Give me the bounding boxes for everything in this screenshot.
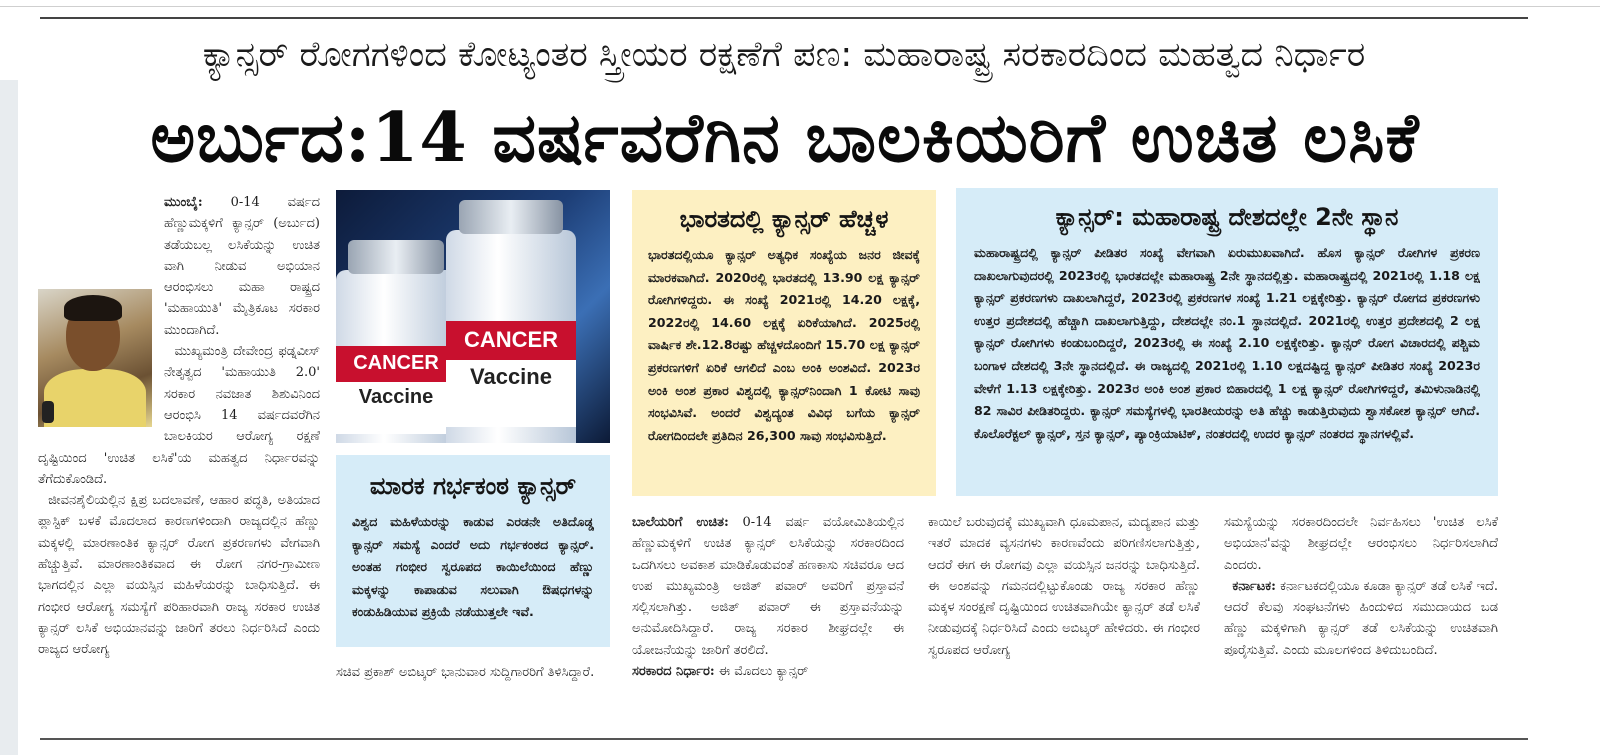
- top-rule: [0, 6, 1600, 7]
- maharashtra-cancer-text: ಮಹಾರಾಷ್ಟ್ರದಲ್ಲಿ ಕ್ಯಾನ್ಸರ್ ಪೀಡಿತರ ಸಂಖ್ಯೆ ವೇಗವಾಗಿ ಏರುಮುಖವಾಗಿದೆ. ಹೊಸ ಕ್ಯಾನ್ಸರ್ ರೋಗಿಗಳ ಪ್ರಕರಣ ದಾಖಲಾಗುವುದರಲ್ಲಿ 2023ರಲ್ಲಿ ಭಾರತದಲ್ಲೇ ಮಹಾರಾಷ್ಟ್ರ 2ನೇ ಸ್ಥಾನದಲ್ಲಿತ್ತು. ಮಹಾರಾಷ್ಟ್ರದಲ್ಲಿ 2021ರಲ್ಲಿ 1.18 ಲಕ್ಷ ಕ್ಯಾನ್ಸರ್ ಪ್ರಕರಣಗಳು ದಾಖಲಾಗಿದ್ದರೆ, 2023ರಲ್ಲಿ ಪ್ರಕರಣಗಳ ಸಂಖ್ಯೆ 1.21 ಲಕ್ಷಕ್ಕೇರಿತ್ತು. ಕ್ಯಾನ್ಸರ್ ರೋಗದ ಪ್ರಕರಣಗಳು ಉತ್ತರ ಪ್ರದೇಶದಲ್ಲಿ ಹೆಚ್ಚಾಗಿ ದಾಖಲಾಗುತ್ತಿದ್ದು, ದೇಶದಲ್ಲೇ ನಂ.1 ಸ್ಥಾನದಲ್ಲಿದೆ. 2021ರಲ್ಲಿ ಉತ್ತರ ಪ್ರದೇಶದಲ್ಲಿ 2 ಲಕ್ಷ ಕ್ಯಾನ್ಸರ್ ರೋಗಿಗಳು ಕಂಡುಬಂದಿದ್ದರೆ, 2023ರಲ್ಲಿ ಈ ಸಂಖ್ಯೆ 2.10 ಲಕ್ಷಕ್ಕೇರಿತ್ತು. ಕ್ಯಾನ್ಸರ್ ರೋಗ ವಿಚಾರದಲ್ಲಿ ಪಶ್ಚಿಮ ಬಂಗಾಳ ದೇಶದಲ್ಲಿ 3ನೇ ಸ್ಥಾನದಲ್ಲಿದೆ. ಈ ರಾಜ್ಯದಲ್ಲಿ 2021ರಲ್ಲಿ 1.10 ಲಕ್ಷದಷ್ಟಿದ್ದ ಕ್ಯಾನ್ಸರ್ ಪೀಡಿತರ ಸಂಖ್ಯೆ 2023ರ ವೇಳೆಗೆ 1.13 ಲಕ್ಷಕ್ಕೇರಿತ್ತು. 2023ರ ಅಂಕಿ ಅಂಶ ಪ್ರಕಾರ ಬಿಹಾರದಲ್ಲಿ 1 ಲಕ್ಷ ಕ್ಯಾನ್ಸರ್ ರೋಗಿಗಳಿದ್ದರೆ, ತಮಿಳುನಾಡಿನಲ್ಲಿ 82 ಸಾವಿರ ಪೀಡಿತರಿದ್ದರು. ಕ್ಯಾನ್ಸರ್ ಸಮಸ್ಯೆಗಳಲ್ಲಿ ಭಾರತೀಯರನ್ನು ಅತಿ ಹೆಚ್ಚು ಕಾಡುತ್ತಿರುವುದು ಶ್ವಾಸಕೋಶ ಕ್ಯಾನ್ಸರ್ ಆಗಿದೆ. ಕೊಲೊರೆಕ್ಟಲ್ ಕ್ಯಾನ್ಸರ್, ಸ್ತನ ಕ್ಯಾನ್ಸರ್, ಪ್ಯಾಂಕ್ರಿಯಾಟಿಕ್, ನಂತರದಲ್ಲಿ ಉದರ ಕ್ಯಾನ್ಸರ್ ನಂತರದ ಸ್ಥಾನಗಳಲ್ಲಿವೆ.: [974, 245, 1480, 441]
- article-column-3-text: 0-14 ವರ್ಷ ವಯೋಮಿತಿಯಲ್ಲಿನ ಹೆಣ್ಣುಮಕ್ಕಳಿಗೆ ಉಚಿತ ಕ್ಯಾನ್ಸರ್ ಲಸಿಕೆಯನ್ನು ಸರಕಾರದಿಂದ ಒದಗಿಸಲು ಅವಕಾಶ ಮಾಡಿಕೊಡುವಂತೆ ಹಣಕಾಸು ಸಚಿವರೂ ಆದ ಉಪ ಮುಖ್ಯಮಂತ್ರಿ ಅಜಿತ್ ಪವಾರ್ ಅವರಿಗೆ ಪ್ರಸ್ತಾವನೆ ಸಲ್ಲಿಸಲಾಗಿತ್ತು. ಅಜಿತ್ ಪವಾರ್ ಈ ಪ್ರಸ್ತಾವನೆಯನ್ನು ಅನುಮೋದಿಸಿದ್ದಾರೆ. ರಾಜ್ಯ ಸರಕಾರ ಶೀಘ್ರದಲ್ಲೇ ಈ ಯೋಜನೆಯನ್ನು ಜಾರಿಗೆ ತರಲಿದೆ.: [632, 515, 904, 658]
- cancer-vaccine-image: [336, 190, 610, 443]
- subheading-karnataka: ಕರ್ನಾಟಕ:: [1232, 578, 1276, 594]
- article-column-5-text-2: ಕರ್ನಾಟಕದಲ್ಲಿಯೂ ಕೂಡಾ ಕ್ಯಾನ್ಸರ್ ತಡೆ ಲಸಿಕೆ ಇದೆ. ಆದರೆ ಕೆಲವು ಸಂಘಟನೆಗಳು ಹಿಂದುಳಿದ ಸಮುದಾಯದ ಬಡ ಹೆಣ್ಣು ಮಕ್ಕಳಿಗಾಗಿ ಕ್ಯಾನ್ಸರ್ ತಡೆ ಲಸಿಕೆಯನ್ನು ಉಚಿತವಾಗಿ ಪೂರೈಸುತ್ತಿವೆ. ಎಂದು ಮೂಲಗಳಿಂದ ತಿಳಿದುಬಂದಿದೆ.: [1224, 578, 1498, 658]
- politician-photo: [38, 289, 152, 427]
- maharashtra-cancer-title: ಕ್ಯಾನ್ಸರ್: ಮಹಾರಾಷ್ಟ್ರ ದೇಶದಲ್ಲೇ 2ನೇ ಸ್ಥಾನ: [1055, 203, 1399, 231]
- main-headline: ಅರ್ಬುದ:14 ವರ್ಷವರೆಗಿನ ಬಾಲಕಿಯರಿಗೆ ಉಚಿತ ಲಸಿಕೆ: [150, 98, 1420, 178]
- article-column-2-tail: ಸಚಿವ ಪ್ರಕಾಶ್ ಅಬಿಟ್ಕರ್ ಭಾನುವಾರ ಸುದ್ದಿಗಾರರಿಗೆ ತಿಳಿಸಿದ್ದಾರೆ.: [336, 665, 595, 680]
- header-rule: [40, 17, 1528, 19]
- maharashtra-cancer-box: [956, 188, 1498, 496]
- vaccine-vial-front: CANCER Vaccine: [446, 230, 576, 443]
- page-gutter: [0, 80, 18, 755]
- footer-rule: [40, 738, 1528, 740]
- dateline: ಮುಂಬೈ:: [164, 195, 203, 210]
- article-column-4: ಕಾಯಿಲೆ ಬರುವುದಕ್ಕೆ ಮುಖ್ಯವಾಗಿ ಧೂಮಪಾನ, ಮದ್ಯಪಾನ ಮತ್ತು ಇತರೆ ಮಾದಕ ವ್ಯಸನಗಳು ಕಾರಣವೆಂದು ಪರಿಗಣಿಸಲಾಗುತ್ತಿತ್ತು, ಆದರೆ ಈಗ ಈ ರೋಗವು ಎಲ್ಲಾ ವಯಸ್ಸಿನ ಜನರನ್ನು ಬಾಧಿಸುತ್ತಿದೆ. ಈ ಅಂಶವನ್ನು ಗಮನದಲ್ಲಿಟ್ಟುಕೊಂಡು ರಾಜ್ಯ ಸರಕಾರ ಹೆಣ್ಣು ಮಕ್ಕಳ ಸಂರಕ್ಷಣೆ ದೃಷ್ಟಿಯಿಂದ ಉಚಿತವಾಗಿಯೇ ಕ್ಯಾನ್ಸರ್ ತಡೆ ಲಸಿಕೆ ನೀಡುವುದಕ್ಕೆ ನಿರ್ಧರಿಸಿದೆ ಎಂದು ಅಬಿಟ್ಕರ್ ಹೇಳಿದರು. ಈ ಗಂಭೀರ ಸ್ವರೂಪದ ಆರೋಗ್ಯ: [928, 515, 1200, 658]
- cervical-cancer-box: [336, 455, 610, 647]
- article-column-5: [1224, 512, 1498, 712]
- india-cancer-rise-box: [632, 190, 936, 496]
- vaccine-vial-back: CANCER Vaccine: [336, 270, 456, 443]
- article-column-3: [632, 512, 904, 712]
- subheading-government-decision: ಸರಕಾರದ ನಿರ್ಧಾರ:: [632, 664, 715, 680]
- article-column-5-text: ಸಮಸ್ಯೆಯನ್ನು ಸರಕಾರದಿಂದಲೇ ನಿರ್ವಹಿಸಲು 'ಉಚಿತ ಲಸಿಕೆ ಅಭಿಯಾನ'ವನ್ನು ಶೀಘ್ರದಲ್ಲೇ ಆರಂಭಿಸಲು ನಿರ್ಧರಿಸಲಾಗಿದೆ ಎಂದರು.: [1224, 515, 1498, 573]
- cervical-cancer-text: ವಿಶ್ವದ ಮಹಿಳೆಯರನ್ನು ಕಾಡುವ ಎರಡನೇ ಅತಿದೊಡ್ಡ ಕ್ಯಾನ್ಸರ್ ಸಮಸ್ಯೆ ಎಂದರೆ ಅದು ಗರ್ಭಕಂಠದ ಕ್ಯಾನ್ಸರ್. ಅಂತಹ ಗಂಭೀರ ಸ್ವರೂಪದ ಕಾಯಿಲೆಯಿಂದ ಹೆಣ್ಣು ಮಕ್ಕಳನ್ನು ಕಾಪಾಡುವ ಸಲುವಾಗಿ ಔಷಧಗಳನ್ನು ಕಂಡುಹಿಡಿಯುವ ಪ್ರಕ್ರಿಯೆ ನಡೆಯುತ್ತಲೇ ಇವೆ.: [352, 514, 594, 620]
- microphone-icon: [42, 401, 54, 423]
- article-column-3-text-2: ಈ ಮೊದಲು ಕ್ಯಾನ್ಸರ್: [718, 664, 809, 680]
- article-lead: 0-14 ವರ್ಷದ ಹೆಣ್ಣುಮಕ್ಕಳಿಗೆ ಕ್ಯಾನ್ಸರ್ (ಅರ್ಬುದ) ತಡೆಯಬಲ್ಲ ಲಸಿಕೆಯನ್ನು ಉಚಿತ ವಾಗಿ ನೀಡುವ ಅಭಿಯಾನ ಆರಂಭಿಸಲು ಮಹಾ ರಾಷ್ಟ್ರದ 'ಮಹಾಯುತಿ' ಮೈತ್ರಿಕೂಟ ಸರಕಾರ ಮುಂದಾಗಿದೆ.: [164, 195, 320, 338]
- article-paragraph-3: ಜೀವನಶೈಲಿಯಲ್ಲಿನ ಕ್ಷಿಪ್ರ ಬದಲಾವಣೆ, ಆಹಾರ ಪದ್ಧತಿ, ಅತಿಯಾದ ಪ್ಲಾಸ್ಟಿಕ್ ಬಳಕೆ ಮೊದಲಾದ ಕಾರಣಗಳಿಂದಾಗಿ ರಾಜ್ಯದಲ್ಲಿನ ಹೆಣ್ಣು ಮಕ್ಕಳಲ್ಲಿ ಮಾರಣಾಂತಿಕ ಕ್ಯಾನ್ಸರ್ ರೋಗ ಪ್ರಕರಣಗಳು ವೇಗವಾಗಿ ಹೆಚ್ಚುತ್ತಿವೆ. ಮಾರಣಾಂತಿಕವಾದ ಈ ರೋಗ ನಗರ-ಗ್ರಾಮೀಣ ಭಾಗದಲ್ಲಿನ ಎಲ್ಲಾ ವಯಸ್ಸಿನ ಮಹಿಳೆಯರನ್ನು ಬಾಧಿಸುತ್ತಿದೆ. ಈ ಗಂಭೀರ ಆರೋಗ್ಯ ಸಮಸ್ಯೆಗೆ ಪರಿಹಾರವಾಗಿ ರಾಜ್ಯ ಸರಕಾರ ಉಚಿತ ಕ್ಯಾನ್ಸರ್ ಲಸಿಕೆ ಅಭಿಯಾನವನ್ನು ಜಾರಿಗೆ ತರಲು ನಿರ್ಧರಿಸಿದೆ ಎಂದು ರಾಜ್ಯದ ಆರೋಗ್ಯ: [38, 493, 320, 658]
- article-column-1: [38, 192, 320, 712]
- subheading-free-for-girls: ಬಾಲೆಯರಿಗೆ ಉಚಿತ:: [632, 515, 729, 530]
- india-cancer-rise-title: ಭಾರತದಲ್ಲಿ ಕ್ಯಾನ್ಸರ್ ಹೆಚ್ಚಳ: [679, 205, 889, 233]
- kicker-headline: ಕ್ಯಾನ್ಸರ್ ರೋಗಗಳಿಂದ ಕೋಟ್ಯಂತರ ಸ್ತ್ರೀಯರ ರಕ್ಷಣೆಗೆ ಪಣ: ಮಹಾರಾಷ್ಟ್ರ ಸರಕಾರದಿಂದ ಮಹತ್ವದ ನಿರ್ಧಾರ: [202, 35, 1366, 75]
- cervical-cancer-title: ಮಾರಕ ಗರ್ಭಕಂಠ ಕ್ಯಾನ್ಸರ್: [369, 472, 577, 500]
- india-cancer-rise-text: ಭಾರತದಲ್ಲಿಯೂ ಕ್ಯಾನ್ಸರ್ ಅತ್ಯಧಿಕ ಸಂಖ್ಯೆಯ ಜನರ ಜೀವಕ್ಕೆ ಮಾರಕವಾಗಿದೆ. 2020ರಲ್ಲಿ ಭಾರತದಲ್ಲಿ 13.90 ಲಕ್ಷ ಕ್ಯಾನ್ಸರ್ ರೋಗಿಗಳಿದ್ದರು. ಈ ಸಂಖ್ಯೆ 2021ರಲ್ಲಿ 14.20 ಲಕ್ಷಕ್ಕೆ, 2022ರಲ್ಲಿ 14.60 ಲಕ್ಷಕ್ಕೆ ಏರಿಕೆಯಾಗಿದೆ. 2025ರಲ್ಲಿ ವಾರ್ಷಿಕ ಶೇ.12.8ರಷ್ಟು ಹೆಚ್ಚಳದೊಂದಿಗೆ 15.70 ಲಕ್ಷ ಕ್ಯಾನ್ಸರ್ ಪ್ರಕರಣಗಳಿಗೆ ಏರಿಕೆ ಆಗಲಿದೆ ಎಂಬ ಅಂಕಿ ಅಂಶವಿದೆ. 2023ರ ಅಂಕಿ ಅಂಶ ಪ್ರಕಾರ ವಿಶ್ವದಲ್ಲಿ ಕ್ಯಾನ್ಸರ್‌ನಿಂದಾಗಿ 1 ಕೋಟಿ ಸಾವು ಸಂಭವಿಸಿವೆ. ಅಂದರೆ ವಿಶ್ವದ್ಯಂತ ವಿವಿಧ ಬಗೆಯ ಕ್ಯಾನ್ಸರ್ ರೋಗದಿಂದಲೇ ಪ್ರತಿದಿನ 26,300 ಸಾವು ಸಂಭವಿಸುತ್ತಿದೆ.: [648, 247, 920, 443]
- article-paragraph-2: ಮುಖ್ಯಮಂತ್ರಿ ದೇವೇಂದ್ರ ಫಡ್ನವೀಸ್ ನೇತೃತ್ವದ 'ಮಹಾಯುತಿ 2.0' ಸರಕಾರ ನವಜಾತ ಶಿಶುವಿನಿಂದ ಆರಂಭಿಸಿ 14 ವರ್ಷದವರೆಗಿನ ಬಾಲಕಿಯರ ಆರೋಗ್ಯ ರಕ್ಷಣೆ ದೃಷ್ಟಿಯಿಂದ 'ಉಚಿತ ಲಸಿಕೆ'ಯ ಮಹತ್ವದ ನಿರ್ಧಾರವನ್ನು ತೆಗೆದುಕೊಂಡಿದೆ.: [38, 344, 320, 487]
